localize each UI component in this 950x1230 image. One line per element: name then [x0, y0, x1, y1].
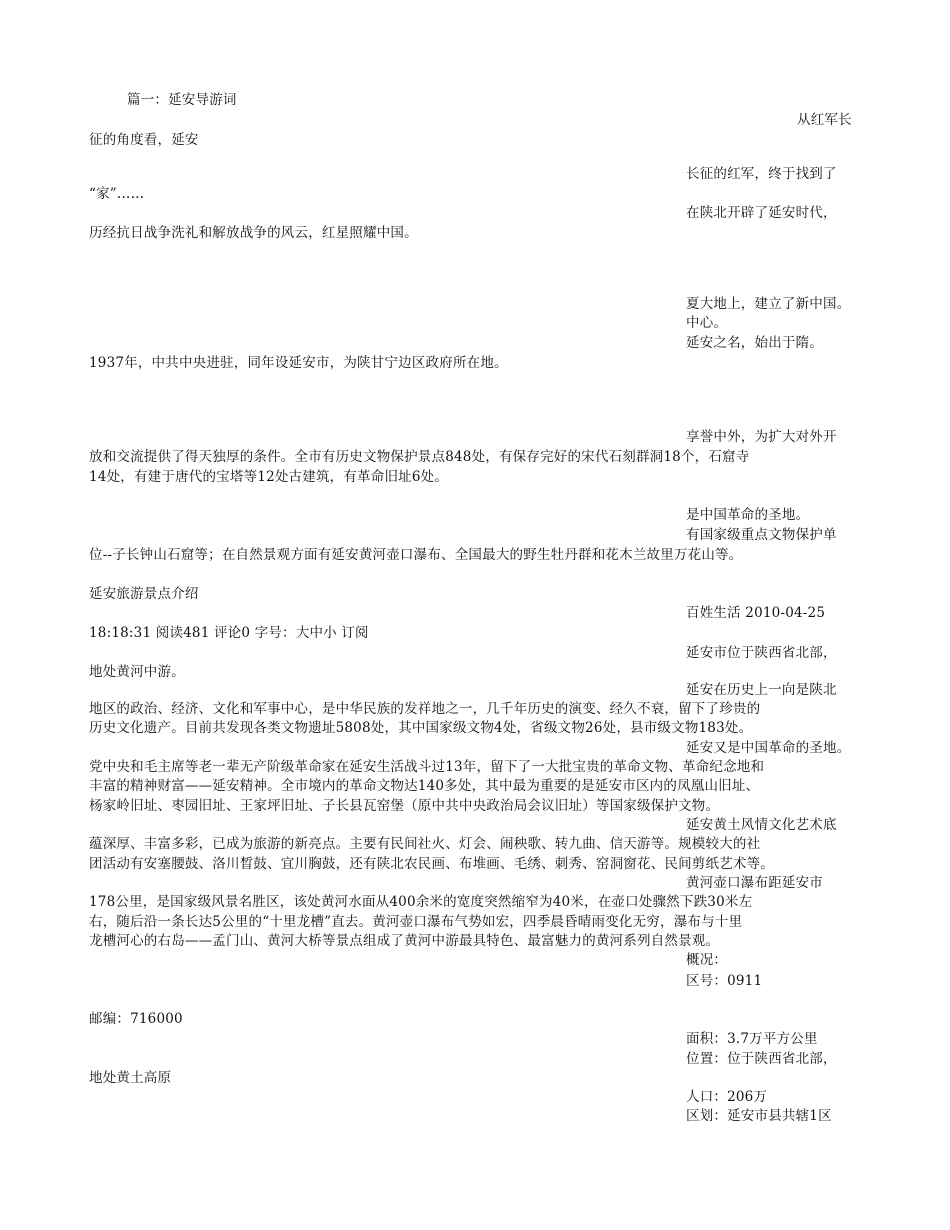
text-line: 历经抗日战争洗礼和解放战争的风云，红星照耀中国。 — [89, 225, 418, 241]
text-line: 杨家岭旧址、枣园旧址、王家坪旧址、子长县瓦窑堡（原中共中央政治局会议旧址）等国家级保护文物。 — [89, 798, 720, 814]
text-line: “家”…… — [89, 186, 145, 202]
text-line: 丰富的精神财富——延安精神。全市境内的革命文物达140多处，其中最为重要的是延安市区内的凤凰山旧址、 — [89, 778, 760, 794]
text-line: 百姓生活 2010-04-25 — [686, 605, 826, 621]
text-line: 18:18:31 阅读481 评论0 字号：大中小 订阅 — [89, 625, 369, 641]
text-line: 从红军长 — [797, 112, 852, 128]
text-line: 延安市位于陕西省北部， — [686, 645, 837, 661]
text-line: 延安又是中国革命的圣地。 — [686, 740, 851, 756]
text-line: 邮编：716000 — [89, 1011, 183, 1027]
text-line: 14处，有建于唐代的宝塔等12处古建筑，有革命旧址6处。 — [89, 469, 449, 485]
doc-heading: 篇一：延安导游词 — [127, 92, 237, 108]
text-line: 1937年，中共中央进驻，同年设延安市，为陕甘宁边区政府所在地。 — [89, 355, 508, 371]
text-line: 延安在历史上一向是陕北 — [686, 682, 837, 698]
text-line: 蕴深厚、丰富多彩，已成为旅游的新亮点。主要有民间社火、灯会、闹秧歌、转九曲、信天游等。规模较大的社 — [89, 836, 761, 852]
text-line: 地区的政治、经济、文化和军事中心，是中华民族的发祥地之一，几千年历史的演变、经久不衰，留下了珍贵的 — [89, 701, 761, 717]
text-line: 右，随后沿一条长达5公里的“十里龙槽”直去。黄河壶口瀑布气势如宏，四季晨昏晴雨变化无穷，瀑布与十里 — [89, 914, 743, 930]
text-line: 在陕北开辟了延安时代， — [686, 205, 837, 221]
text-line: 黄河壶口瀑布距延安市 — [686, 875, 823, 891]
section-title: 延安旅游景点介绍 — [89, 586, 199, 602]
text-line: 长征的红军，终于找到了 — [686, 166, 837, 182]
text-line: 位置：位于陕西省北部， — [686, 1051, 837, 1067]
text-line: 历史文化遗产。目前共发现各类文物遗址5808处，其中国家级文物4处，省级文物26处，县市级文物183处。 — [89, 720, 753, 736]
text-line: 地处黄河中游。 — [89, 664, 185, 680]
text-line: 是中国革命的圣地。 — [686, 507, 810, 523]
text-line: 中心。 — [686, 315, 728, 331]
text-line: 地处黄土高原 — [89, 1070, 172, 1086]
text-line: 有国家级重点文物保护单 — [686, 527, 837, 543]
text-line: 夏大地上，建立了新中国。 — [686, 296, 851, 312]
text-line: 概况： — [686, 952, 728, 968]
text-line: 团活动有安塞腰鼓、洛川晳鼓、宜川胸鼓，还有陕北农民画、布堆画、毛绣、刺秀、窑洞窗花、民间剪纸艺术等。 — [89, 856, 774, 872]
text-line: 区划：延安市县共辖1区 — [686, 1108, 832, 1124]
text-line: 延安黄土风情文化艺术底 — [686, 817, 837, 833]
text-line: 区号：0911 — [686, 973, 763, 989]
text-line: 位--子长钟山石窟等；在自然景观方面有延安黄河壶口瀑布、全国最大的野生牡丹群和花木兰故里万花山等。 — [89, 547, 743, 563]
text-line: 人口：206万 — [686, 1089, 768, 1105]
text-line: 面积：3.7万平方公里 — [686, 1031, 818, 1047]
text-line: 党中央和毛主席等老一辈无产阶级革命家在延安生活战斗过13年，留下了一大批宝贵的革命文物、革命纪念地和 — [89, 759, 765, 775]
text-line: 放和交流提供了得天独厚的条件。全市有历史文物保护景点848处，有保存完好的宋代石刻群洞18个，石窟寺 — [89, 449, 750, 465]
text-line: 享誉中外，为扩大对外开 — [686, 429, 837, 445]
text-line: 178公里，是国家级风景名胜区，该处黄河水面从400余米的宽度突然缩窄为40米，在壶口处骤然下跌30米左 — [89, 894, 753, 910]
text-line: 龙槽河心的右岛——孟门山、黄河大桥等景点组成了黄河中游最具特色、最富魅力的黄河系列自然景观。 — [89, 933, 720, 949]
text-line: 征的角度看，延安 — [89, 132, 199, 148]
text-line: 延安之名，始出于隋。 — [686, 335, 823, 351]
